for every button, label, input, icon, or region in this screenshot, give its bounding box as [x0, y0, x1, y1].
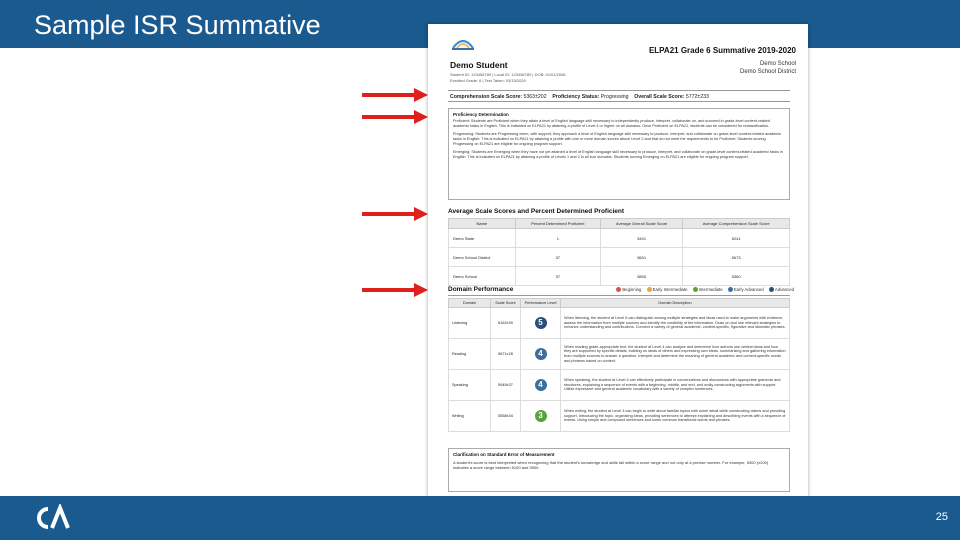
legend-dot-icon [769, 287, 774, 292]
domain-description: When reading grade-appropriate text, the student at Level 4 can analyze and determine how authors use central ideas and how they are supported by specific details, building on ideas of others and expressing own ideas, summarizing and gathering information from multiple sources to answer a question. Interpret and determine the meaning of general academic and content-specific words and phrases based on context. [561, 339, 790, 370]
domain-score: 5671±28 [491, 339, 521, 370]
school-info [740, 60, 796, 76]
table-cell: 5673 [683, 248, 790, 267]
comprehension-value: 5363±202 [523, 94, 547, 100]
table-cell: 5401 [601, 229, 683, 248]
proficiency-heading: Proficiency Determination [453, 112, 509, 117]
arrow-score-bar-icon [362, 88, 428, 102]
domain-score: 5945±37 [491, 370, 521, 401]
domain-level [521, 370, 561, 401]
level-badge: 4 [535, 348, 547, 360]
legend-label: Intermediate [698, 287, 723, 292]
average-scores-table [448, 218, 790, 286]
school-name: Demo School [759, 61, 796, 67]
table-cell: 37 [515, 248, 600, 267]
table-cell: 5601 [601, 248, 683, 267]
performance-legend [612, 287, 794, 292]
report-header [428, 24, 808, 58]
column-header: Domain Description [561, 299, 790, 308]
domain-description: When speaking, the student at Level 4 can effectively participate in conversations and discussions with appropriate grammar and structures, explaining a sequence of events with a beginning, middle, and end, and orally constructing arguments with support. Utilize expressive and general academic vocabulary with a variety of complex sentences. [561, 370, 790, 401]
table-header-row [449, 219, 790, 229]
table-cell: 5800 [601, 267, 683, 286]
report-title: ELPA21 Grade 6 Summative 2019-2020 [648, 46, 796, 55]
isr-report-page [428, 24, 808, 508]
overall-value: 5772±233 [685, 94, 709, 100]
comprehension-label: Comprehension Scale Score: [450, 94, 523, 100]
clarification-text: A student's score is best interpreted when recognizing that the student's knowledge and skills fall within a score range and not only at a precise number. For example, 5300 (±200) indicates a score range between 5100 and 5500. [453, 459, 769, 470]
clarification-heading: Clarification on Standard Error of Measurement [453, 452, 555, 457]
column-header: Average Comprehension Scale Score [683, 219, 790, 229]
column-header: Performance Level [521, 299, 561, 308]
table-cell: Demo School District [449, 248, 516, 267]
table-cell: 5241 [683, 229, 790, 248]
legend-label: Early Intermediate [652, 287, 688, 292]
slide-footer-bar [0, 496, 960, 540]
domain-performance-title: Domain Performance [448, 286, 514, 293]
domain-performance-header [448, 286, 794, 296]
domain-score: 5558±34 [491, 401, 521, 432]
clarification-box [448, 448, 790, 492]
domain-name: Listening [449, 308, 491, 339]
table-cell: Demo State [449, 229, 516, 248]
domain-performance-table [448, 298, 790, 432]
domain-level [521, 308, 561, 339]
legend-label: Early Advanced [733, 287, 764, 292]
proficient-text: Proficient: Students are Proficient when they attain a level of English language skill necessary to independently produce, interpret, collaborate on, and succeed in grade-level content-related academic tasks in English. This is indicated on ELPA21 by attaining a profile of Level 4 or higher on all domains. Once Proficient on ELPA21, students can be considered for reclassification. [453, 119, 770, 128]
arrow-average-scores-icon [362, 207, 428, 221]
proficiency-label: Proficiency Status: [552, 94, 600, 100]
table-row [449, 401, 790, 432]
table-row [449, 267, 790, 286]
id-line-2: Enrolled Grade: 6 | Test Taken: 03/15/2020 [450, 77, 526, 83]
column-header: Average Overall Scale Score [601, 219, 683, 229]
table-cell: 37 [515, 267, 600, 286]
table-row [449, 308, 790, 339]
proficiency-value: Progressing [600, 94, 629, 100]
level-badge: 3 [535, 410, 547, 422]
table-row [449, 370, 790, 401]
legend-label: Advanced [774, 287, 794, 292]
arrow-proficiency-icon [362, 110, 428, 124]
legend-dot-icon [616, 287, 621, 292]
level-badge: 4 [535, 379, 547, 391]
student-name: Demo Student [450, 60, 508, 70]
proficiency-determination-box [448, 108, 790, 200]
progressing-text: Progressing: Students are Progressing when, with support, they approach a level of English language skill necessary to produce, interpret, and collaborate on grade-level content-related academic tasks in English. This is indicated on ELPA21 by attaining a profile with one or more domain scores above Level 2 and that do not meet the requirements to be Proficient. Students scoring Progressing on ELPA21 are eligible for ongoing program support. [453, 132, 782, 146]
student-ids [450, 72, 566, 83]
table-header-row [449, 299, 790, 308]
domain-name: Writing [449, 401, 491, 432]
domain-score: 6162±39 [491, 308, 521, 339]
table-row [449, 339, 790, 370]
domain-name: Speaking [449, 370, 491, 401]
domain-level [521, 339, 561, 370]
table-row [449, 248, 790, 267]
overall-label: Overall Scale Score: [634, 94, 685, 100]
legend-dot-icon [693, 287, 698, 292]
emerging-text: Emerging: Students are Emerging when they have not yet attained a level of English language skill necessary to produce, interpret, and collaborate on grade-level content-related academic tasks in English. This is indicated on ELPA21 by attaining a profile of Levels 1 and 2 in all four domains. Students scoring Emerging on ELPA21 are eligible for ongoing program support. [453, 150, 783, 159]
table-row [449, 229, 790, 248]
table-cell: 1 [515, 229, 600, 248]
id-line-1: Student ID: 123456789 | Local ID: 123456789 | DOB: 01/01/2008 [450, 72, 566, 77]
column-header: Name [449, 219, 516, 229]
level-badge: 5 [535, 317, 547, 329]
legend-dot-icon [728, 287, 733, 292]
legend-label: Beginning [622, 287, 642, 292]
domain-description: When listening, the student at Level 5 can distinguish among multiple strategies and ideas used to make arguments with evidence, assess the information from multiple sources and identify the credibility of the information. Draw on and use relevant strategies to enhance understanding and contributions. Connect a variety of general academic, content-specific, figurative and idiomatic phrases. [561, 308, 790, 339]
slide-page-number: 25 [935, 511, 948, 523]
column-header: Scale Score [491, 299, 521, 308]
slide-title: Sample ISR Summative [34, 10, 321, 40]
domain-level [521, 401, 561, 432]
arrow-domain-performance-icon [362, 283, 428, 297]
elpa21-logo-icon [450, 34, 476, 52]
table-cell: Demo School [449, 267, 516, 286]
ca-logo-icon [34, 504, 70, 532]
column-header: Domain [449, 299, 491, 308]
score-summary-bar [448, 90, 790, 102]
table-cell: 5360 [683, 267, 790, 286]
district-name: Demo School District [739, 69, 796, 75]
legend-dot-icon [647, 287, 652, 292]
domain-description: When writing, the student at Level 3 can begin to write about familiar topics with some detail while constructing claims and providing support. Introducing the topic, organizing ideas, providing sentences to attempt explaining and describing events with a sequence of events. Using simple and compound sentences and some common transitional words and phrases. [561, 401, 790, 432]
domain-name: Reading [449, 339, 491, 370]
column-header: Percent Determined Proficient [515, 219, 600, 229]
average-scores-title: Average Scale Scores and Percent Determined Proficient [448, 208, 625, 215]
